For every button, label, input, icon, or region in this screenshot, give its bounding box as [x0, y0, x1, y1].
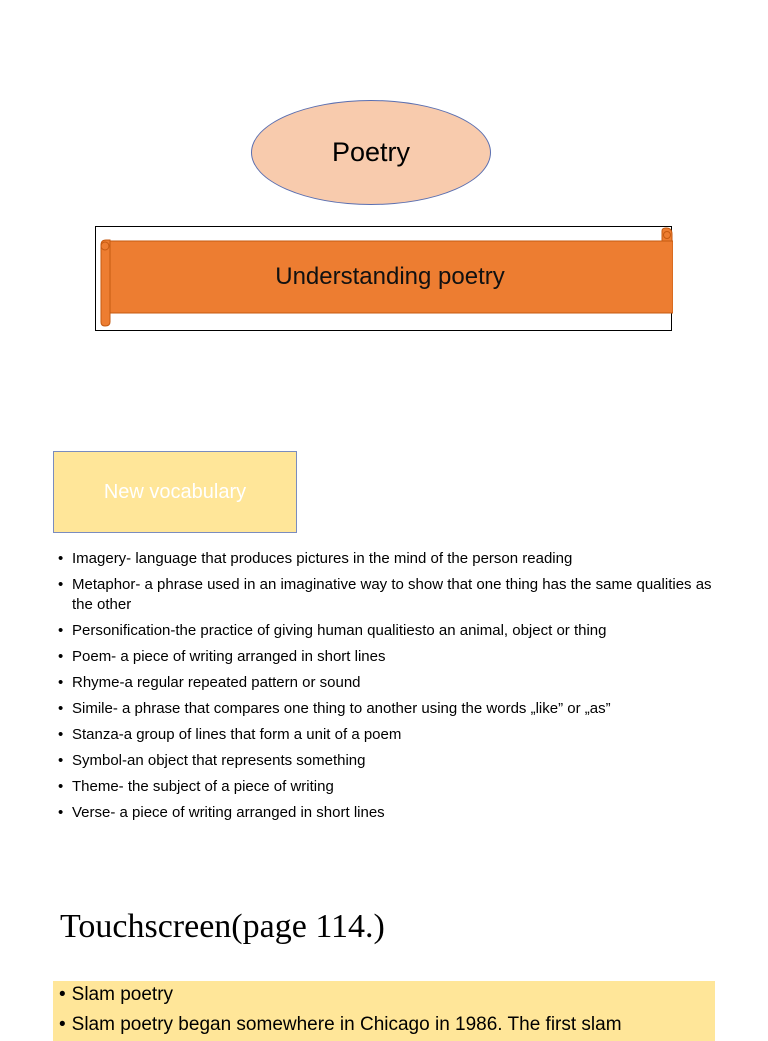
slam-item-text: Slam poetry began somewhere in Chicago in 1986. The first slam [71, 1014, 622, 1035]
page-title: Poetry [331, 137, 411, 167]
bullet: • [59, 984, 66, 1005]
vocab-heading-box [53, 451, 297, 533]
section-heading: Touchscreen(page 114.) [60, 908, 385, 945]
list-item [58, 751, 718, 771]
list-item [58, 725, 718, 745]
vocab-item-simile: Simile- a phrase that compares one thing to another using the words „like” or „as” [72, 700, 611, 717]
bullet: • [58, 804, 64, 821]
vocab-item-theme: Theme- the subject of a piece of writing [72, 778, 334, 795]
list-item [58, 575, 718, 615]
bullet: • [58, 576, 64, 593]
slam-poetry-box [53, 981, 715, 1041]
banner-label: Understanding poetry [275, 263, 505, 290]
bullet: • [58, 726, 64, 743]
vocab-item-stanza: Stanza-a group of lines that form a unit of a poem [72, 726, 402, 743]
vocab-item-rhyme: Rhyme-a regular repeated pattern or sound [72, 674, 361, 691]
vocab-item-metaphor: Metaphor- a phrase used in an imaginative way to show that one thing has the same qualities as the other [72, 576, 712, 613]
vocab-heading: New vocabulary [103, 480, 247, 503]
list-item [58, 699, 718, 719]
list-item [58, 803, 718, 823]
list-item [58, 673, 718, 693]
vocab-item-verse: Verse- a piece of writing arranged in short lines [72, 804, 385, 821]
bullet: • [58, 700, 64, 717]
vocab-item-personification: Personification-the practice of giving human qualitiesto an animal, object or thing [72, 622, 607, 639]
list-item [58, 549, 718, 569]
bullet: • [58, 674, 64, 691]
vocab-item-imagery: Imagery- language that produces pictures in the mind of the person reading [72, 550, 573, 567]
vocab-item-symbol: Symbol-an object that represents something [72, 752, 366, 769]
list-item [58, 621, 718, 641]
bullet: • [58, 778, 64, 795]
bullet: • [58, 752, 64, 769]
bullet: • [58, 622, 64, 639]
slam-item-title: Slam poetry [71, 984, 174, 1005]
bullet: • [59, 1014, 66, 1035]
title-ellipse [251, 100, 491, 205]
vocab-list [58, 549, 718, 829]
bullet: • [58, 648, 64, 665]
bullet: • [58, 550, 64, 567]
list-item [59, 1014, 622, 1036]
vocab-item-poem: Poem- a piece of writing arranged in short lines [72, 648, 386, 665]
list-item [58, 647, 718, 667]
list-item [58, 777, 718, 797]
list-item [59, 984, 173, 1006]
